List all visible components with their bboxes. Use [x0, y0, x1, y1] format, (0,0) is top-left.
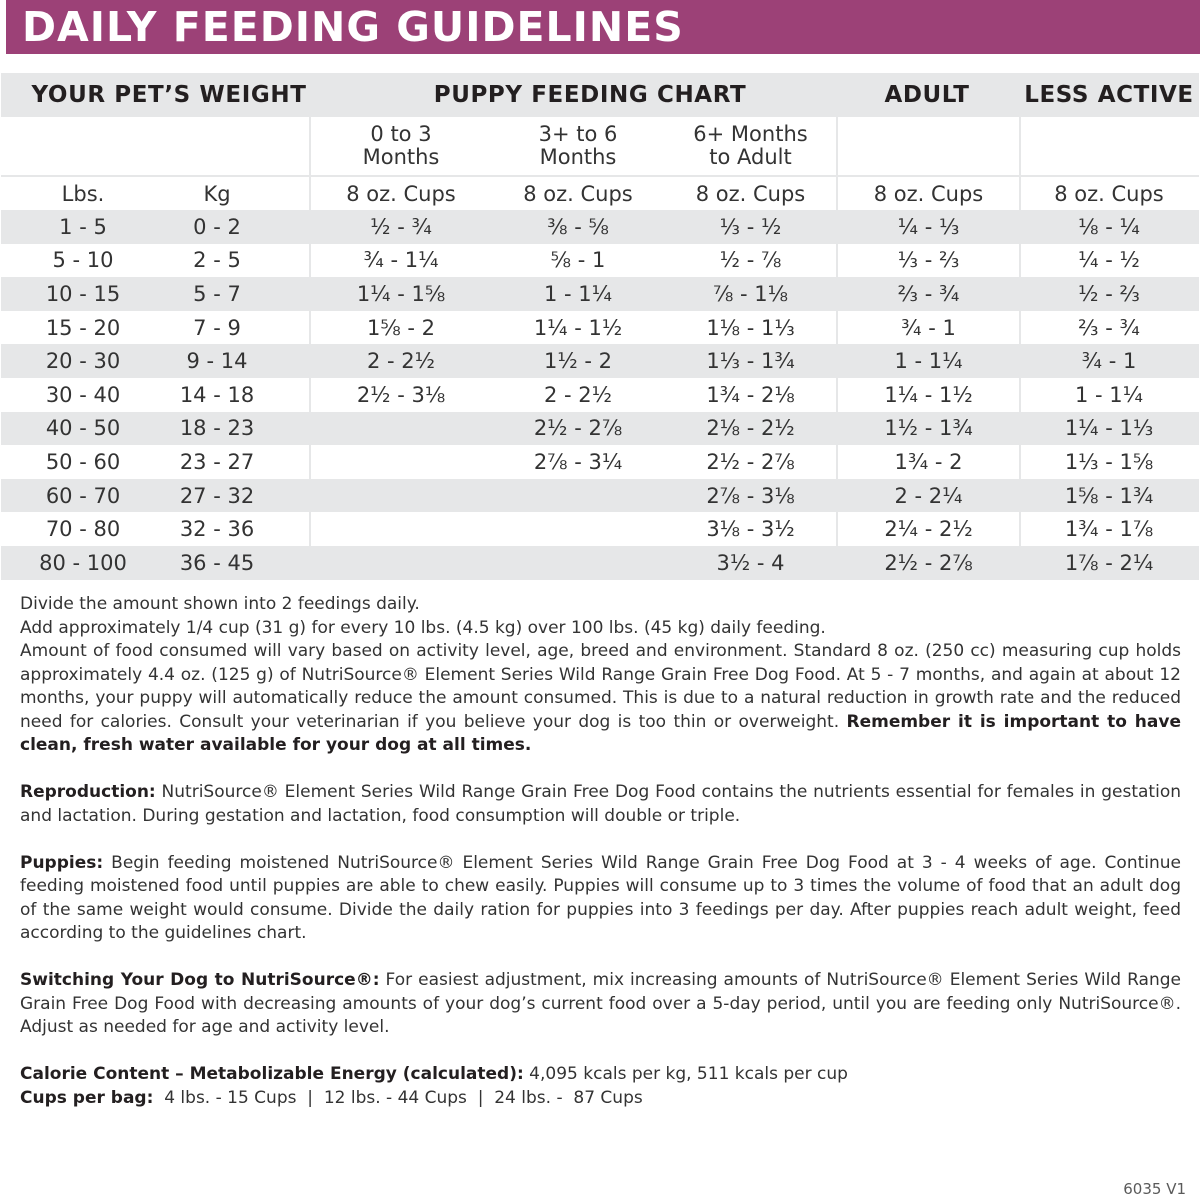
- header-puppy: PUPPY FEEDING CHART: [433, 82, 747, 108]
- note-amount: [20, 640, 1181, 758]
- weight-lbs-cell: 5 - 10: [52, 248, 114, 273]
- header-less-active: LESS ACTIVE: [1024, 82, 1194, 108]
- switching-text: For easiest adjustment, mix increasing amounts of NutriSource® Element Series Wild Range Grain Free Dog Food with decreasing amounts of your dog’s current food over a 5-day period, until you are feeding only NutriSource®. Adjust as needed for age and activity level.: [20, 970, 1181, 1037]
- puppies-text: Begin feeding moistened NutriSource® Element Series Wild Range Grain Free Dog Food at 3 - 4 weeks of age. Continue feeding moistened food until puppies are able to chew easily. Puppies will consume up to 3 times the volume of food that an adult dog of the same weight would consume. Divide the daily ration for puppies into 3 feedings per day. After puppies reach adult weight, feed according to the guidelines chart.: [20, 852, 1181, 943]
- cups-cell: ⅓ - ½: [719, 214, 782, 239]
- cups-cell: [492, 512, 664, 546]
- subheader-age: 0 to 3 Months: [362, 122, 440, 169]
- cups-cell: 1⅝ - 1¾: [1064, 483, 1154, 508]
- note-reproduction: [20, 781, 1181, 828]
- cups-cell: 1⅓ - 1¾: [706, 349, 795, 374]
- cups-cell: ⅓ - ⅔: [897, 248, 960, 273]
- cups-cell: 1 - 1¼: [543, 281, 612, 306]
- title-banner: [6, 0, 1200, 54]
- weight-kg-cell: 7 - 9: [193, 315, 241, 340]
- cups-cell: ¼ - ½: [1078, 248, 1140, 273]
- cups-cell: 1¼ - 1½: [884, 382, 973, 407]
- cups-cell: ½ - ⅞: [719, 248, 782, 273]
- cups-cell: 1⅝ - 2: [366, 315, 435, 340]
- cups-cell: 1¼ - 1½: [533, 315, 623, 340]
- weight-kg-cell: 36 - 45: [179, 550, 255, 575]
- cups-cell: 2⅛ - 2½: [706, 416, 795, 441]
- cups-cell: ⅞ - 1⅛: [713, 281, 788, 306]
- weight-lbs-cell: 30 - 40: [45, 382, 121, 407]
- cups-cell: 1¼ - 1⅝: [356, 281, 446, 306]
- cups-cell: 2½ - 2⅞: [884, 550, 973, 575]
- puppies-label: Puppies:: [20, 852, 104, 873]
- weight-lbs-cell: 20 - 30: [45, 349, 121, 374]
- cups-cell: 1¼ - 1⅓: [1064, 416, 1154, 441]
- unit-label: Lbs.: [61, 181, 105, 206]
- cups-cell: 2½ - 2⅞: [706, 449, 795, 474]
- unit-label: 8 oz. Cups: [873, 181, 984, 206]
- cups-cell: 3⅛ - 3½: [706, 517, 795, 542]
- cups-cell: 2¼ - 2½: [884, 517, 973, 542]
- cups-cell: [310, 479, 492, 513]
- cups-cell: 1⅞ - 2¼: [1064, 550, 1154, 575]
- weight-kg-cell: 2 - 5: [193, 248, 241, 273]
- weight-lbs-cell: 10 - 15: [45, 281, 121, 306]
- weight-kg-cell: 27 - 32: [179, 483, 255, 508]
- weight-kg-cell: 23 - 27: [179, 449, 255, 474]
- weight-kg-cell: 18 - 23: [179, 416, 255, 441]
- note-amount-text: Amount of food consumed will vary based on activity level, age, breed and environment. Standard 8 oz. (250 cc) measuring cup holds approximately 4.4 oz. (125 g) of NutriSource® Element Series Wild Range Grain Free Dog Food. At 5 - 7 months, and again at about 12 months, your puppy will automatically reduce the amount consumed. This is due to a natural reduction in growth rate and the reduced need for calories. Consult your veterinarian if you believe your dog is too thin or overweight.: [20, 641, 1181, 732]
- weight-kg-cell: 0 - 2: [193, 214, 241, 239]
- note-cups-per-bag: [20, 1087, 1181, 1111]
- cups-cell: 2 - 2½: [366, 349, 435, 374]
- unit-label: 8 oz. Cups: [1054, 181, 1164, 206]
- reproduction-text: NutriSource® Element Series Wild Range Grain Free Dog Food contains the nutrients essential for females in gestation and lactation. During gestation and lactation, food consumption will double or triple.: [20, 782, 1181, 826]
- cups-cell: ⅔ - ¾: [1078, 315, 1140, 340]
- weight-lbs-cell: 70 - 80: [45, 517, 121, 542]
- cups-cell: ⅝ - 1: [550, 248, 606, 273]
- cups-cell: ¼ - ⅓: [897, 214, 960, 239]
- weight-lbs-cell: 1 - 5: [59, 214, 107, 239]
- cups-cell: 1¾ - 2: [894, 449, 963, 474]
- weight-kg-cell: 5 - 7: [193, 281, 241, 306]
- header-weight: YOUR PET’S WEIGHT: [31, 82, 307, 108]
- cups-cell: 1 - 1¼: [894, 349, 963, 374]
- cups-cell: 2⅞ - 3⅛: [706, 483, 795, 508]
- cups-cell: ⅛ - ¼: [1078, 214, 1140, 239]
- note-feedings: Divide the amount shown into 2 feedings daily.: [20, 594, 420, 614]
- unit-label: Kg: [203, 181, 231, 206]
- cups-cell: 1¾ - 1⅞: [1064, 517, 1154, 542]
- cups-cell: 1½ - 1¾: [884, 416, 973, 441]
- cups-cell: 2½ - 2⅞: [533, 416, 623, 441]
- weight-lbs-cell: 50 - 60: [45, 449, 121, 474]
- cups-cell: 2 - 2¼: [894, 483, 963, 508]
- cups-cell: 2½ - 3⅛: [356, 382, 446, 407]
- weight-kg-cell: 32 - 36: [179, 517, 255, 542]
- note-switching: [20, 969, 1181, 1040]
- cups-cell: [492, 479, 664, 513]
- weight-kg-cell: 14 - 18: [179, 382, 255, 407]
- note-over-100lbs: Add approximately 1/4 cup (31 g) for every 10 lbs. (4.5 kg) over 100 lbs. (45 kg) daily feeding.: [20, 617, 826, 638]
- calorie-label: Calorie Content – Metabolizable Energy (calculated):: [20, 1064, 524, 1084]
- note-puppies: [20, 852, 1181, 946]
- cups-cell: [310, 546, 492, 580]
- subheader-age: 3+ to 6 Months: [538, 122, 618, 169]
- weight-lbs-cell: 60 - 70: [45, 483, 121, 508]
- cups-cell: 3½ - 4: [716, 550, 785, 575]
- reproduction-label: Reproduction:: [20, 782, 156, 802]
- cups-text: 4 lbs. - 15 Cups | 12 lbs. - 44 Cups | 24 lbs. - 87 Cups: [153, 1087, 643, 1108]
- cups-label: Cups per bag:: [20, 1087, 154, 1108]
- cups-cell: 1½ - 2: [543, 349, 612, 374]
- header-adult: ADULT: [884, 82, 970, 108]
- unit-label: 8 oz. Cups: [346, 181, 456, 206]
- cups-cell: 2⅞ - 3¼: [533, 449, 623, 474]
- cups-cell: ¾ - 1: [1081, 349, 1137, 374]
- weight-lbs-cell: 15 - 20: [45, 315, 121, 340]
- version-code: 6035 V1: [1123, 1180, 1186, 1198]
- cups-cell: 1 - 1¼: [1074, 382, 1143, 407]
- cups-cell: 1¾ - 2⅛: [706, 382, 795, 407]
- cups-cell: ⅜ - ⅝: [547, 214, 609, 239]
- switching-label: Switching Your Dog to NutriSource®:: [20, 970, 380, 990]
- weight-lbs-cell: 40 - 50: [45, 416, 121, 441]
- cups-cell: [492, 546, 664, 580]
- cups-cell: ½ - ¾: [370, 214, 432, 239]
- calorie-text: 4,095 kcals per kg, 511 kcals per cup: [523, 1064, 848, 1084]
- cups-cell: ½ - ⅔: [1078, 281, 1140, 306]
- note-calorie: [20, 1063, 1181, 1087]
- cups-cell: ⅔ - ¾: [897, 281, 960, 306]
- cups-cell: [310, 412, 492, 446]
- cups-cell: ¾ - 1¼: [363, 248, 439, 273]
- weight-kg-cell: 9 - 14: [186, 349, 248, 374]
- cups-cell: [310, 512, 492, 546]
- cups-cell: [310, 445, 492, 479]
- page-title: DAILY FEEDING GUIDELINES: [22, 3, 684, 51]
- cups-cell: 1⅓ - 1⅝: [1064, 449, 1154, 474]
- feeding-notes: [20, 593, 1181, 1110]
- weight-lbs-cell: 80 - 100: [39, 550, 127, 575]
- subheader-age: 6+ Months to Adult: [693, 122, 808, 169]
- unit-label: 8 oz. Cups: [523, 181, 633, 206]
- cups-cell: 2 - 2½: [543, 382, 612, 407]
- unit-label: 8 oz. Cups: [695, 181, 806, 206]
- cups-cell: 1⅛ - 1⅓: [706, 315, 795, 340]
- note-water-reminder: Remember it is important to have clean, fresh water available for your dog at all times.: [20, 711, 1181, 755]
- cups-cell: ¾ - 1: [901, 315, 956, 340]
